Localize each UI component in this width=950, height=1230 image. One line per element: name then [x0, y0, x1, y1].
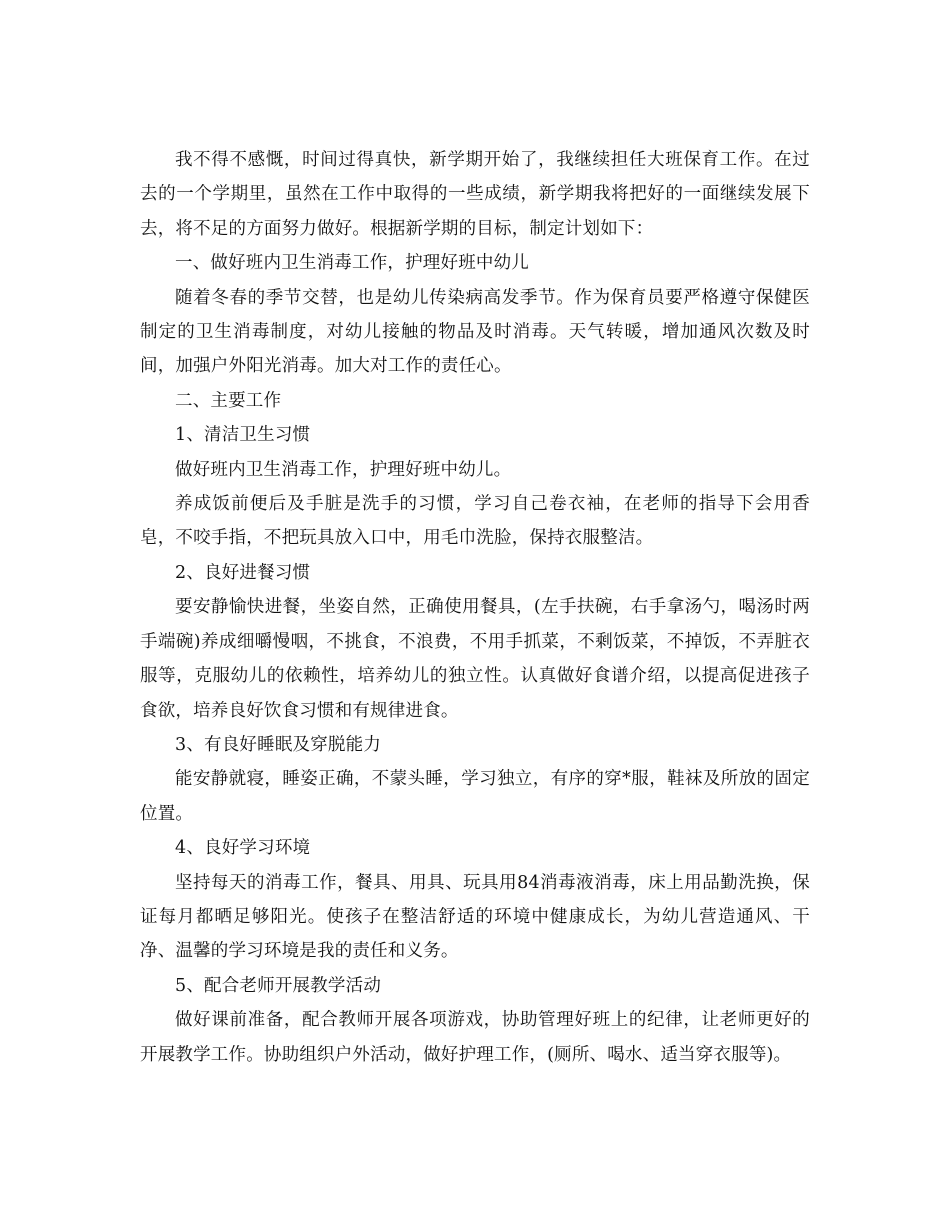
intro-paragraph: 我不得不感慨，时间过得真快，新学期开始了，我继续担任大班保育工作。在过去的一个学期里，虽然在工作中取得的一些成绩，新学期我将把好的一面继续发展下去，将不足的方面努力做好。根据新学期的目标，制定计划如下：	[140, 150, 810, 239]
subheading-sleep: 3、有良好睡眠及穿脱能力	[175, 734, 382, 755]
section-1-paragraph: 随着冬春的季节交替，也是幼儿传染病高发季节。作为保育员要严格遵守保健医制定的卫生消毒制度，对幼儿接触的物品及时消毒。天气转暖，增加通风次数及时间，加强户外阳光消毒。加大对工作的责任心。	[140, 287, 810, 377]
subheading-eating: 2、良好进餐习惯	[175, 562, 311, 583]
eating-paragraph: 要安静愉快进餐，坐姿自然，正确使用餐具，(左手扶碗，右手拿汤勺，喝汤时两手端碗)养成细嚼慢咽，不挑食，不浪费，不用手抓菜，不剩饭菜，不掉饭，不弄脏衣服等，克服幼儿的依赖性，培养幼儿的独立性。认真做好食谱介绍，以提高促进孩子食欲，培养良好饮食习惯和有规律进食。	[140, 597, 810, 721]
section-heading-1: 一、做好班内卫生消毒工作，护理好班中幼儿	[175, 253, 529, 274]
sleep-paragraph: 能安静就寝，睡姿正确，不蒙头睡，学习独立，有序的穿*服，鞋袜及所放的固定位置。	[140, 769, 810, 824]
subheading-environment: 4、良好学习环境	[175, 838, 311, 859]
environment-paragraph: 坚持每天的消毒工作，餐具、用具、玩具用84消毒液消毒，床上用品勤洗换，保证每月都晒足够阳光。使孩子在整洁舒适的环境中健康成长，为幼儿营造通风、干净、温馨的学习环境是我的责任和义务。	[140, 872, 810, 962]
document-body	[140, 143, 810, 1072]
hygiene-paragraph-1: 做好班内卫生消毒工作，护理好班中幼儿。	[175, 459, 512, 480]
subheading-hygiene: 1、清洁卫生习惯	[175, 425, 311, 446]
hygiene-paragraph-2: 养成饭前便后及手脏是洗手的习惯，学习自己卷衣袖，在老师的指导下会用香皂，不咬手指，不把玩具放入口中，用毛巾洗脸，保持衣服整洁。	[140, 494, 810, 549]
teaching-paragraph: 做好课前准备，配合教师开展各项游戏，协助管理好班上的纪律，让老师更好的开展教学工作。协助组织户外活动，做好护理工作，(厕所、喝水、适当穿衣服等)。	[140, 1010, 810, 1065]
subheading-teaching: 5、配合老师开展教学活动	[175, 975, 382, 996]
section-heading-2: 二、主要工作	[175, 390, 282, 411]
